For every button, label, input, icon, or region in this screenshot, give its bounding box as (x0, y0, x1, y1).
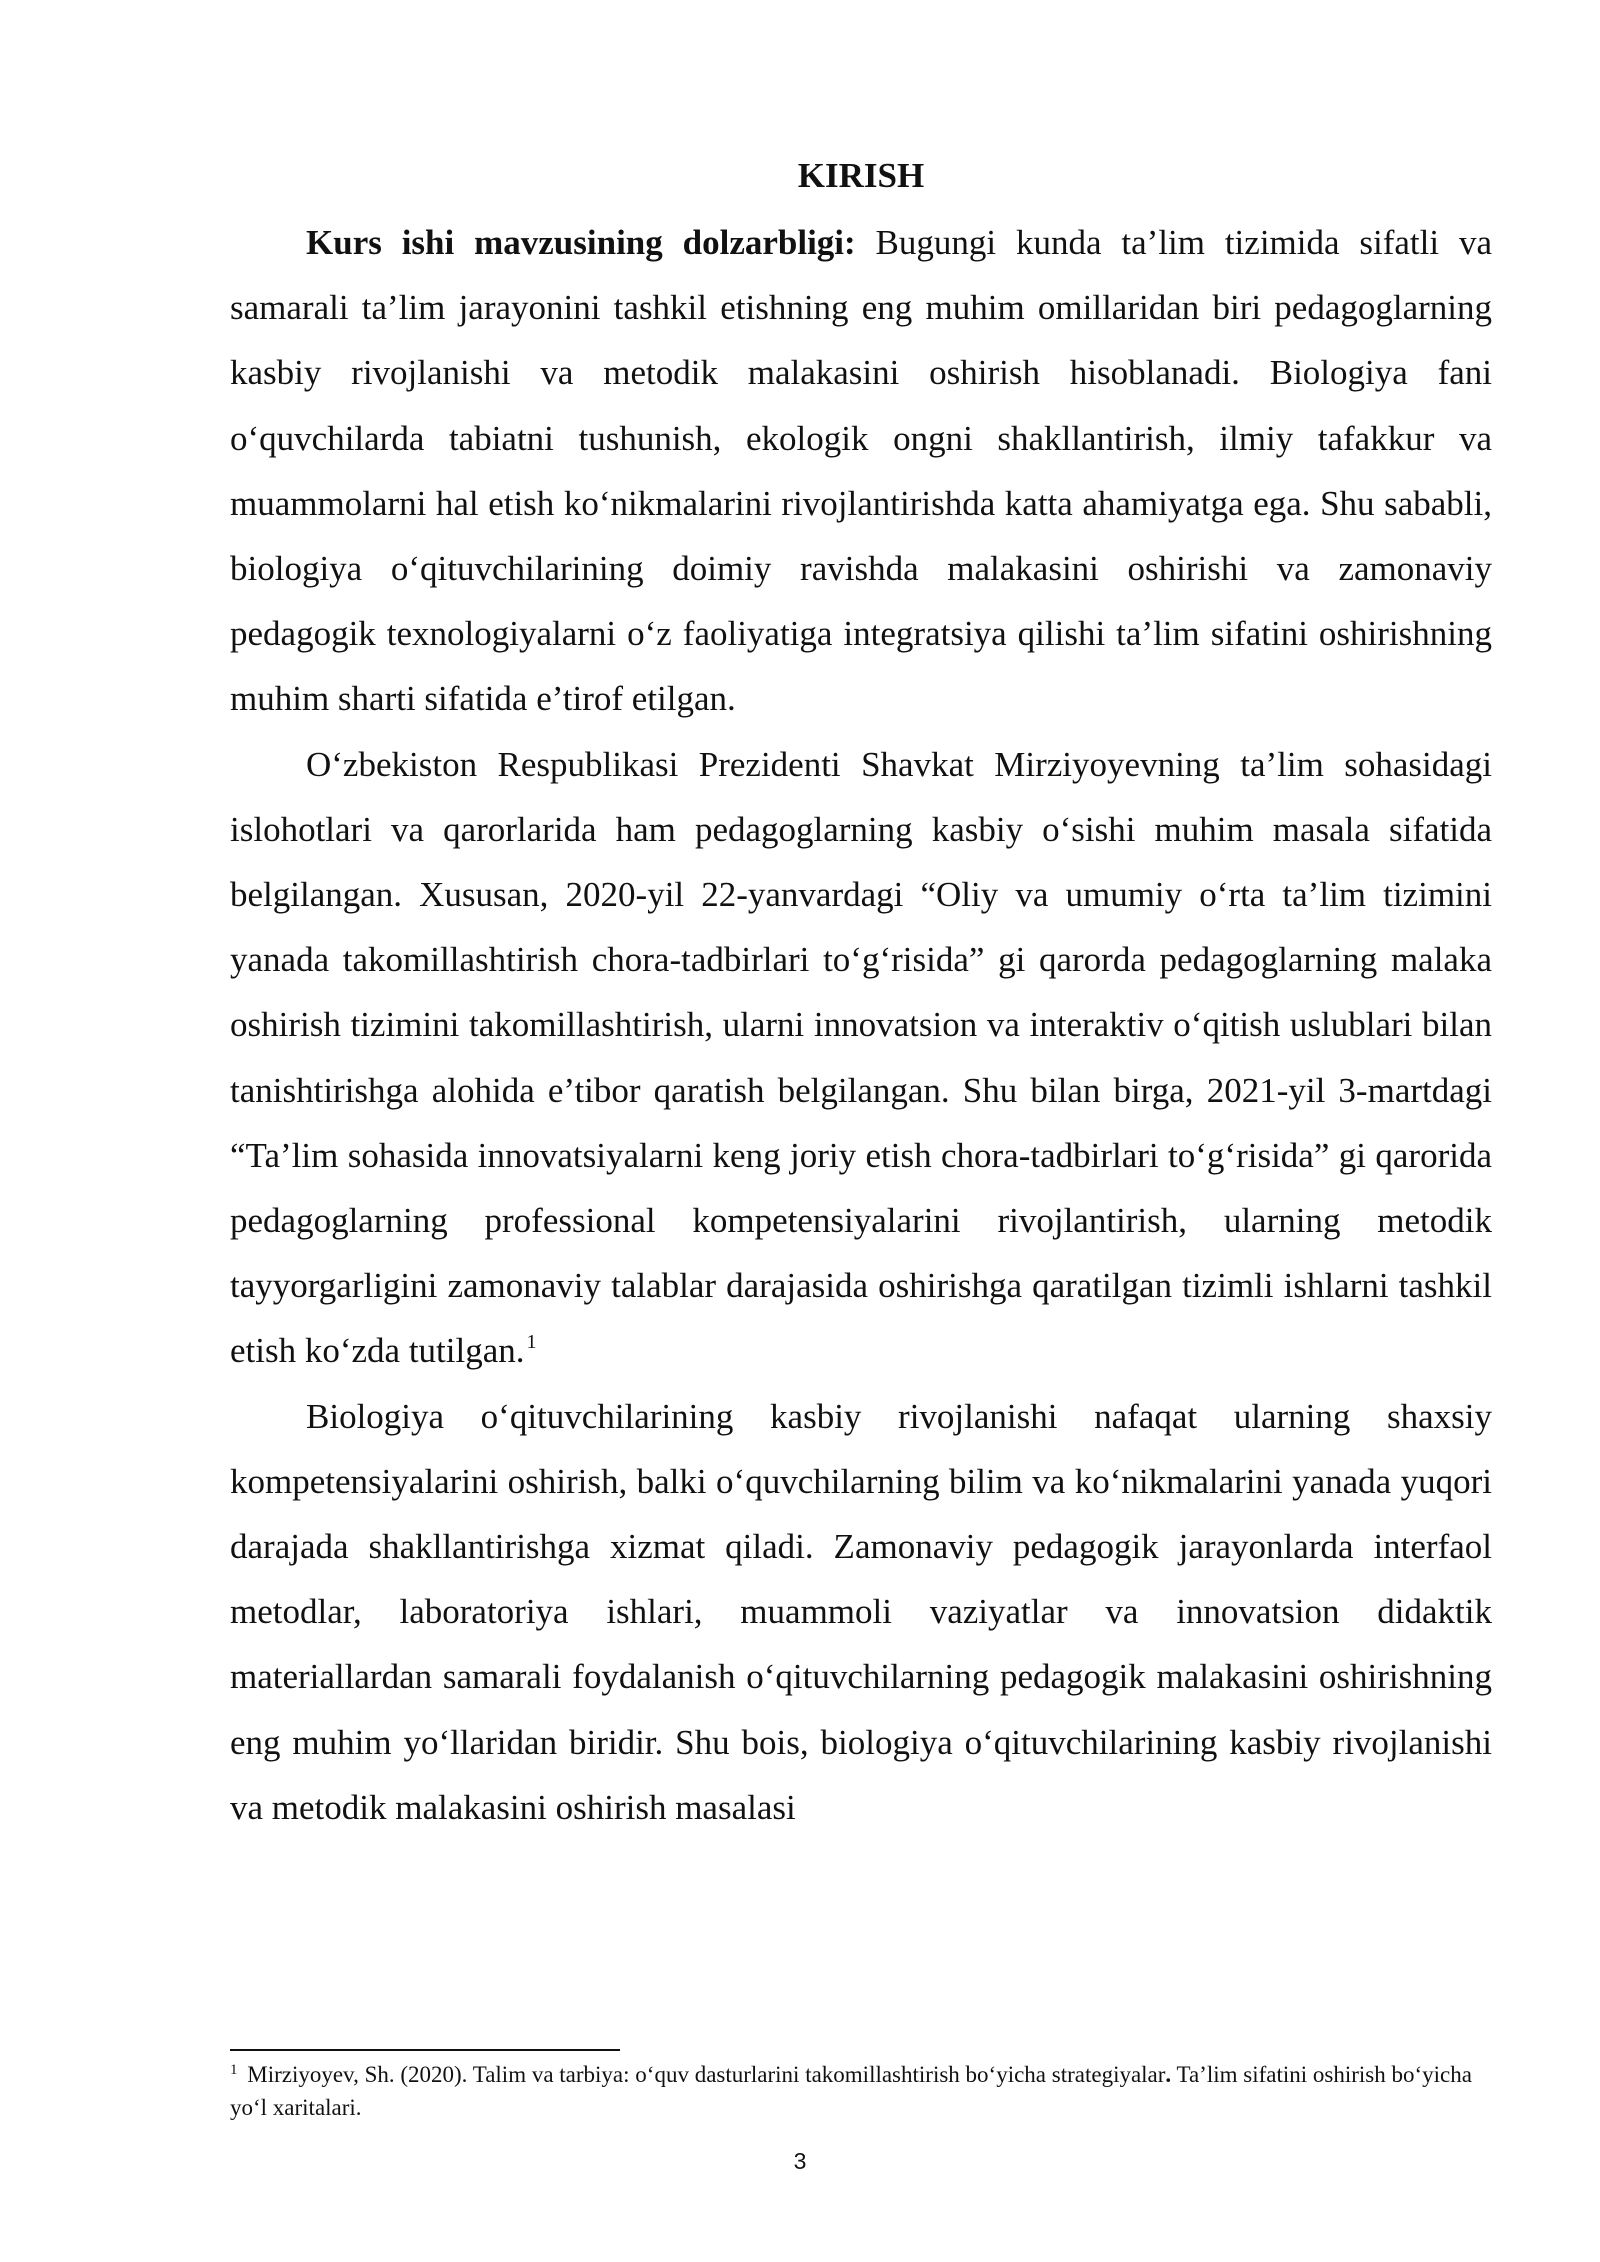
paragraph-lead-heading: Kurs ishi mavzusining dolzarbligi: (306, 223, 856, 262)
paragraph-development-text: Biologiya o‘qituvchilarining kasbiy rivojlanishi nafaqat ularning shaxsiy kompetensiyalarini oshirish, balki o‘quvchilarning bilim va ko‘nikmalarini yanada yuqori darajada shakllantirishga xizmat qiladi. Zamonaviy pedagogik jarayonlarda interfaol metodlar, laboratoriya ishlari, muammoli vaziyatlar va innovatsion didaktik materiallardan samarali foydalanish o‘qituvchilarning pedagogik malakasini oshirishning eng muhim yo‘llaridan biridir. Shu bois, biologiya o‘qituvchilarining kasbiy rivojlanishi va metodik malakasini oshirish masalasi (230, 1396, 1492, 1827)
footnote-text-c: Ta’lim sifatini oshirish bo‘yicha yo‘l xaritalari. (230, 2062, 1472, 2120)
paragraph-relevance (230, 210, 1492, 732)
footnote-number: 1 (230, 2062, 238, 2078)
paragraph-relevance-text: Bugungi kunda ta’lim tizimida sifatli va samarali ta’lim jarayonini tashkil etishning eng muhim omillaridan biri pedagoglarning kasbiy rivojlanishi va metodik malakasini oshirish hisoblanadi. Biologiya fani o‘quvchilarda tabiatni tushunish, ekologik ongni shakllantirish, ilmiy tafakkur va muammolarni hal etish ko‘nikmalarini rivojlantirishda katta ahamiyatga ega. Shu sababli, biologiya o‘qituvchilarining doimiy ravishda malakasini oshirishi va zamonaviy pedagogik texnologiyalarni o‘z faoliyatiga integratsiya qilishi ta’lim sifatini oshirishning muhim sharti sifatida e’tirof etilgan. (230, 223, 1492, 719)
footnote-reference[interactable]: 1 (526, 1331, 537, 1354)
main-text-area (230, 150, 1492, 1840)
chapter-title: KIRISH (797, 156, 925, 195)
footnote-separator (230, 2049, 620, 2051)
footnote-bold-period: . (1165, 2062, 1172, 2087)
footnote (230, 2058, 1492, 2124)
paragraph-decrees-text: O‘zbekiston Respublikasi Prezidenti Shavkat Mirziyoyevning ta’lim sohasidagi islohotlari va qarorlarida ham pedagoglarning kasbiy o‘sishi muhim masala sifatida belgilangan. Xususan, 2020-yil 22-yanvardagi “Oliy va umumiy o‘rta ta’lim tizimini yanada takomillashtirish chora-tadbirlari to‘g‘risida” gi qarorda pedagoglarning malaka oshirish tizimini takomillashtirish, ularni innovatsion va interaktiv o‘qitish uslublari bilan tanishtirishga alohida e’tibor qaratish belgilangan. Shu bilan birga, 2021-yil 3-martdagi “Ta’lim sohasida innovatsiyalarni keng joriy etish chora-tadbirlari to‘g‘risida” gi qarorida pedagoglarning professional kompetensiyalarini rivojlantirish, ularning metodik tayyorgarligini zamonaviy talablar darajasida oshirishga qaratilgan tizimli ishlarni tashkil etish ko‘zda tutilgan. (230, 744, 1492, 1371)
paragraph-professional-development (230, 1384, 1492, 1840)
paragraph-presidential-decrees (230, 732, 1492, 1384)
footnote-text-a: Mirziyoyev, Sh. (2020). Talim va tarbiya: o‘quv dasturlarini takomillashtirish bo‘yicha strategiyalar (241, 2062, 1166, 2087)
page-number: 3 (793, 2148, 807, 2174)
